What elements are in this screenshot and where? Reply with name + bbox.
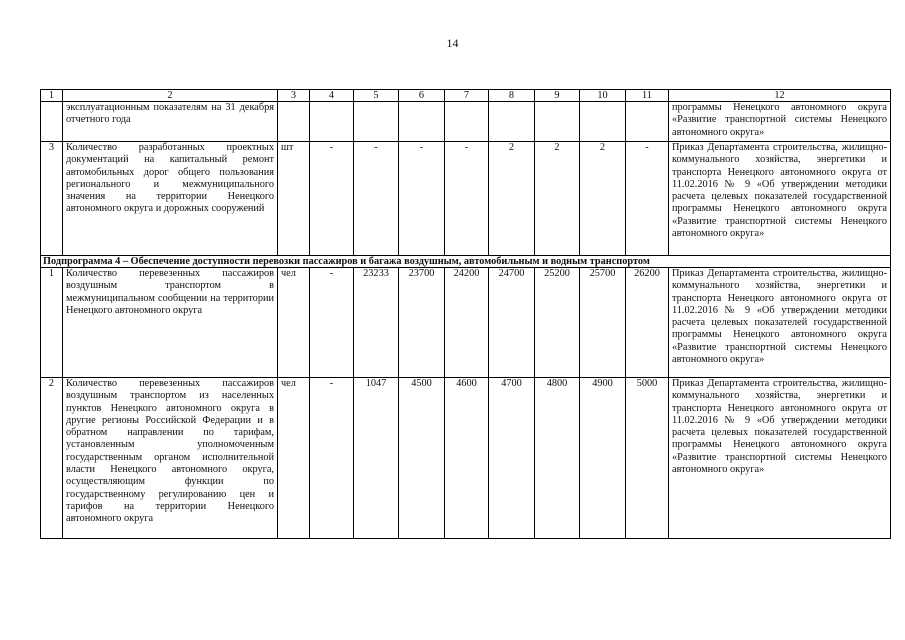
- table-row: [41, 268, 891, 378]
- column-number: 2: [63, 90, 278, 102]
- value-cell: -: [310, 268, 354, 378]
- value-cell: [354, 102, 399, 142]
- value-cell: [445, 102, 489, 142]
- table-row: [41, 102, 891, 142]
- unit-cell: [278, 102, 310, 142]
- subprogram-heading: Подпрограмма 4 – Обеспечение доступности перевозки пассажиров и багажа воздушным, автомобильным и водным транспортом: [41, 256, 891, 268]
- value-cell: [626, 102, 669, 142]
- unit-cell: чел: [278, 268, 310, 378]
- value-cell: -: [354, 142, 399, 256]
- column-number: 5: [354, 90, 399, 102]
- value-cell: -: [626, 142, 669, 256]
- value-cell: [399, 102, 445, 142]
- value-cell: 4500: [399, 378, 445, 539]
- value-cell: 23700: [399, 268, 445, 378]
- unit-cell: шт: [278, 142, 310, 256]
- value-cell: [310, 102, 354, 142]
- value-cell: 4900: [580, 378, 626, 539]
- indicator-name: Количество разработанных проектных документаций на капитальный ремонт автомобильных дорог общего пользования регионального и межмуниципального значения на территории Ненецкого автономного округа и дорожных сооружений: [63, 142, 278, 256]
- value-cell: 2: [580, 142, 626, 256]
- column-number: 9: [535, 90, 580, 102]
- row-number: 2: [41, 378, 63, 539]
- value-cell: [580, 102, 626, 142]
- column-number: 3: [278, 90, 310, 102]
- column-number: 12: [669, 90, 891, 102]
- column-number: 1: [41, 90, 63, 102]
- value-cell: -: [310, 378, 354, 539]
- indicators-table: [40, 89, 891, 539]
- value-cell: 25700: [580, 268, 626, 378]
- value-cell: 4600: [445, 378, 489, 539]
- page-number: 14: [446, 36, 459, 50]
- table-row: [41, 378, 891, 539]
- column-number: 11: [626, 90, 669, 102]
- row-number: 1: [41, 268, 63, 378]
- value-cell: 2: [489, 142, 535, 256]
- value-cell: 5000: [626, 378, 669, 539]
- value-cell: [535, 102, 580, 142]
- indicator-name: Количество перевезенных пассажиров воздушным транспортом из населенных пунктов Ненецкого автономного округа в другие регионы Российской Федерации и в обратном направлении по тарифам, установленным уполномоченным государственным органом исполнительной власти Ненецкого автономного округа, осуществляющим функции по государственному регулированию цен и тарифов на территории Ненецкого автономного округа: [63, 378, 278, 539]
- value-cell: 25200: [535, 268, 580, 378]
- table-row: [41, 142, 891, 256]
- row-number: [41, 102, 63, 142]
- value-cell: -: [445, 142, 489, 256]
- column-number: 4: [310, 90, 354, 102]
- column-number: 6: [399, 90, 445, 102]
- column-number-row: [41, 90, 891, 102]
- column-number: 7: [445, 90, 489, 102]
- unit-cell: чел: [278, 378, 310, 539]
- column-number: 10: [580, 90, 626, 102]
- indicator-name: эксплуатационным показателям на 31 декабря отчетного года: [63, 102, 278, 142]
- basis-cell: Приказ Департамента строительства, жилищно-коммунального хозяйства, энергетики и транспорта Ненецкого автономного округа от 11.02.2016 № 9 «Об утверждении методики расчета целевых показателей государственной программы Ненецкого автономного округа «Развитие транспортной системы Ненецкого автономного округа»: [669, 142, 891, 256]
- subprogram-row: [41, 256, 891, 268]
- value-cell: 4800: [535, 378, 580, 539]
- basis-cell: Приказ Департамента строительства, жилищно-коммунального хозяйства, энергетики и транспорта Ненецкого автономного округа от 11.02.2016 № 9 «Об утверждении методики расчета целевых показателей государственной программы Ненецкого автономного округа «Развитие транспортной системы Ненецкого автономного округа»: [669, 378, 891, 539]
- value-cell: 24700: [489, 268, 535, 378]
- value-cell: [489, 102, 535, 142]
- value-cell: -: [310, 142, 354, 256]
- value-cell: 1047: [354, 378, 399, 539]
- value-cell: 2: [535, 142, 580, 256]
- basis-cell: Приказ Департамента строительства, жилищно-коммунального хозяйства, энергетики и транспорта Ненецкого автономного округа от 11.02.2016 № 9 «Об утверждении методики расчета целевых показателей государственной программы Ненецкого автономного округа «Развитие транспортной системы Ненецкого автономного округа»: [669, 268, 891, 378]
- value-cell: 24200: [445, 268, 489, 378]
- indicator-name: Количество перевезенных пассажиров воздушным транспортом в межмуниципальном сообщении на территории Ненецкого автономного округа: [63, 268, 278, 378]
- basis-cell: программы Ненецкого автономного округа «Развитие транспортной системы Ненецкого автономного округа»: [669, 102, 891, 142]
- column-number: 8: [489, 90, 535, 102]
- value-cell: 26200: [626, 268, 669, 378]
- value-cell: 23233: [354, 268, 399, 378]
- value-cell: -: [399, 142, 445, 256]
- value-cell: 4700: [489, 378, 535, 539]
- row-number: 3: [41, 142, 63, 256]
